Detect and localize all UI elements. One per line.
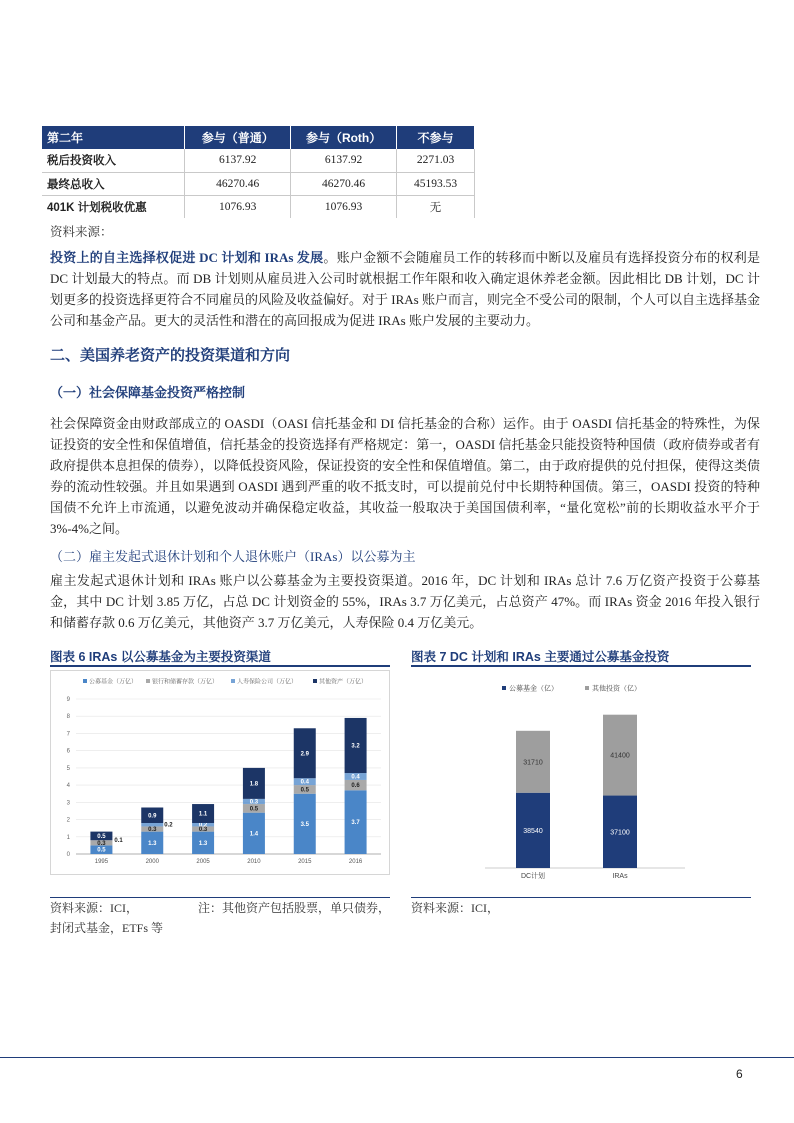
table-header: 参与（Roth） (291, 126, 397, 149)
figure-6-source-2: 封闭式基金，ETFs 等 (50, 921, 164, 935)
legend-label: 银行和储蓄存款（万亿） (152, 679, 219, 686)
chart-dc-ira-fund (470, 672, 700, 887)
y-tick-label: 1 (66, 834, 70, 841)
data-label: 2.9 (300, 751, 309, 758)
subsection-title: （二）雇主发起式退休计划和个人退休账户（IRAs）以公募为主 (50, 549, 416, 564)
table-header: 不参与 (397, 126, 475, 149)
subsection-title: （一）社会保障基金投资严格控制 (50, 385, 246, 400)
x-tick-label: DC计划 (520, 873, 546, 880)
legend-swatch (231, 679, 235, 683)
data-label: 1.1 (198, 811, 208, 818)
tax-comparison-table (42, 126, 475, 218)
x-tick-label: 2005 (196, 859, 210, 865)
figure-6-rule (50, 665, 390, 667)
data-label: 0.3 (249, 799, 259, 806)
y-tick-label: 4 (66, 783, 70, 790)
table-cell: 46270.46 (185, 172, 291, 195)
data-label: 0.5 (97, 833, 106, 840)
x-tick-label: IRAs (612, 873, 628, 880)
table-cell: 无 (397, 195, 475, 218)
y-tick-label: 9 (66, 697, 70, 703)
legend-label: 人寿保险公司（万亿） (237, 679, 298, 686)
data-label: 0.4 (300, 779, 309, 786)
data-label: 0.6 (351, 783, 360, 790)
data-label: 0.2 (164, 822, 173, 829)
figure-7-source: 资料来源：ICI， (411, 901, 499, 915)
data-label: 3.2 (351, 743, 360, 750)
x-tick-label: 2016 (348, 859, 363, 865)
data-label: 38540 (523, 827, 543, 835)
figure-7-rule (411, 665, 751, 667)
y-tick-label: 3 (66, 800, 70, 807)
legend-swatch (502, 686, 506, 690)
table-header: 参与（普通） (185, 126, 291, 149)
y-tick-label: 8 (66, 714, 70, 721)
figure-6-source: 资料来源：ICI， 注：其他资产包括股票，单只债券， (50, 901, 390, 915)
figure-6-bottom-rule (50, 897, 390, 898)
table-header: 第二年 (42, 126, 185, 149)
x-tick-label: 2000 (145, 859, 159, 865)
data-label: 0.9 (148, 813, 157, 820)
data-label: 0.5 (300, 787, 309, 794)
table-cell: 6137.92 (291, 149, 397, 172)
y-tick-label: 6 (66, 748, 70, 755)
chart-ira-assets (50, 670, 390, 875)
table-cell: 最终总收入 (42, 172, 185, 195)
data-label: 0.1 (114, 838, 123, 845)
data-label: 1.3 (148, 840, 157, 847)
data-label: 3.7 (351, 820, 360, 827)
section-title: 二、美国养老资产的投资渠道和方向 (50, 347, 291, 364)
paragraph-body: 。账户金额不会随雇员工作的转移而中断以及雇员有选择投资分布的权利是 DC 计划最大的特点。而 DB 计划则从雇员进入公司时就根据工作年限和收入确定退休养老金额。因此相比 DB 计划，DC 计划更多的投资选择更符合不同雇员的风险及收益偏好。对于 IRAs 账户而言，则完全不受公司的限制，个人可以自主选择基金公司和基金产品。更大的灵活性和潜在的高回报成为促进 IRAs 账户发展的主要动力。 (50, 250, 760, 328)
footer-rule (0, 1057, 794, 1058)
table-cell: 401K 计划税收优惠 (42, 195, 185, 218)
paragraph-employer-plans: 雇主发起式退休计划和 IRAs 账户以公募基金为主要投资渠道。2016 年，DC 计划和 IRAs 总计 7.6 万亿资产投资于公募基金，其中 DC 计划 3.85 万亿，占总 DC 计划资金的 55%，IRAs 3.7 万亿美元，占总资产 47%。而 IRAs 资金 2016 年投入银行和储蓄存款 0.6 万亿美元，其他资产 3.7 万亿美元，人寿保险 0.4 万亿美元。 (50, 573, 760, 630)
table-row (42, 149, 475, 172)
data-label: 0.3 (97, 840, 106, 847)
bar-segment (141, 823, 163, 826)
data-label: 31710 (523, 759, 543, 767)
legend-swatch (146, 679, 150, 683)
page-number: 6 (736, 1067, 743, 1081)
table-cell: 1076.93 (291, 195, 397, 218)
data-label: 0.5 (249, 806, 259, 813)
data-label: 41400 (610, 752, 630, 760)
paragraph-social-security: 社会保障资金由财政部成立的 OASDI（OASI 信托基金和 DI 信托基金的合称）运作。由于 OASDI 信托基金的特殊性，为保证投资的安全性和保值增值，信托基金的投资选择有严格规定：第一，OASDI 信托基金只能投资特种国债（政府债券或者有政府提供本息担保的债券），以降低投资风险，保证投资的安全性和保值增值。第二，由于政府提供的兑付担保，使得这类债券的流动性较强。并且如果遇到 OASDI 遇到严重的收不抵支时，可以提前兑付中长期特种国债。第三，OASDI 投资的特种国债不允许上市流通，以避免波动并确保稳定收益，其收益一般取决于美国国债利率，“量化宽松”前的长期收益水平介于 3%-4%之间。 (50, 416, 760, 536)
table-row (42, 195, 475, 218)
data-label: 1.3 (198, 840, 208, 847)
table-header-row (42, 126, 475, 149)
y-tick-label: 5 (66, 765, 70, 772)
data-label: 0.5 (97, 847, 106, 854)
figure-7-title: 图表 7 DC 计划和 IRAs 主要通过公募基金投资 (411, 650, 670, 664)
table-cell: 1076.93 (185, 195, 291, 218)
data-label: 3.5 (300, 821, 309, 828)
figure-6-title: 图表 6 IRAs 以公募基金为主要投资渠道 (50, 650, 271, 664)
table-cell: 税后投资收入 (42, 149, 185, 172)
table-source: 资料来源： (50, 225, 113, 239)
legend-label: 公募基金（万亿） (89, 679, 138, 686)
data-label: 0.3 (198, 827, 208, 834)
x-tick-label: 1995 (94, 859, 109, 865)
table-cell: 6137.92 (185, 149, 291, 172)
x-tick-label: 2015 (298, 859, 312, 865)
figure-7-bottom-rule (411, 897, 751, 898)
legend-swatch (313, 679, 317, 683)
data-label: 1.4 (249, 831, 259, 838)
y-tick-label: 7 (66, 731, 70, 738)
legend-label: 其他资产（万亿） (319, 679, 368, 686)
table-row (42, 172, 475, 195)
legend-swatch (83, 679, 87, 683)
x-tick-label: 2010 (247, 859, 261, 865)
paragraph-dc-ira-development (50, 247, 760, 331)
data-label: 1.8 (249, 781, 259, 788)
data-label: 37100 (610, 829, 630, 837)
table-cell: 46270.46 (291, 172, 397, 195)
paragraph-lead: 投资上的自主选择权促进 DC 计划和 IRAs 发展 (50, 250, 324, 265)
table-cell: 2271.03 (397, 149, 475, 172)
data-label: 0.3 (148, 827, 157, 834)
legend-label: 其他投资（亿） (592, 685, 641, 693)
data-label: 0.2 (198, 822, 208, 829)
table-cell: 45193.53 (397, 172, 475, 195)
legend-swatch (585, 686, 589, 690)
data-label: 0.4 (351, 774, 360, 781)
y-tick-label: 0 (66, 852, 70, 858)
y-tick-label: 2 (66, 817, 70, 824)
legend-label: 公募基金（亿） (509, 685, 558, 693)
